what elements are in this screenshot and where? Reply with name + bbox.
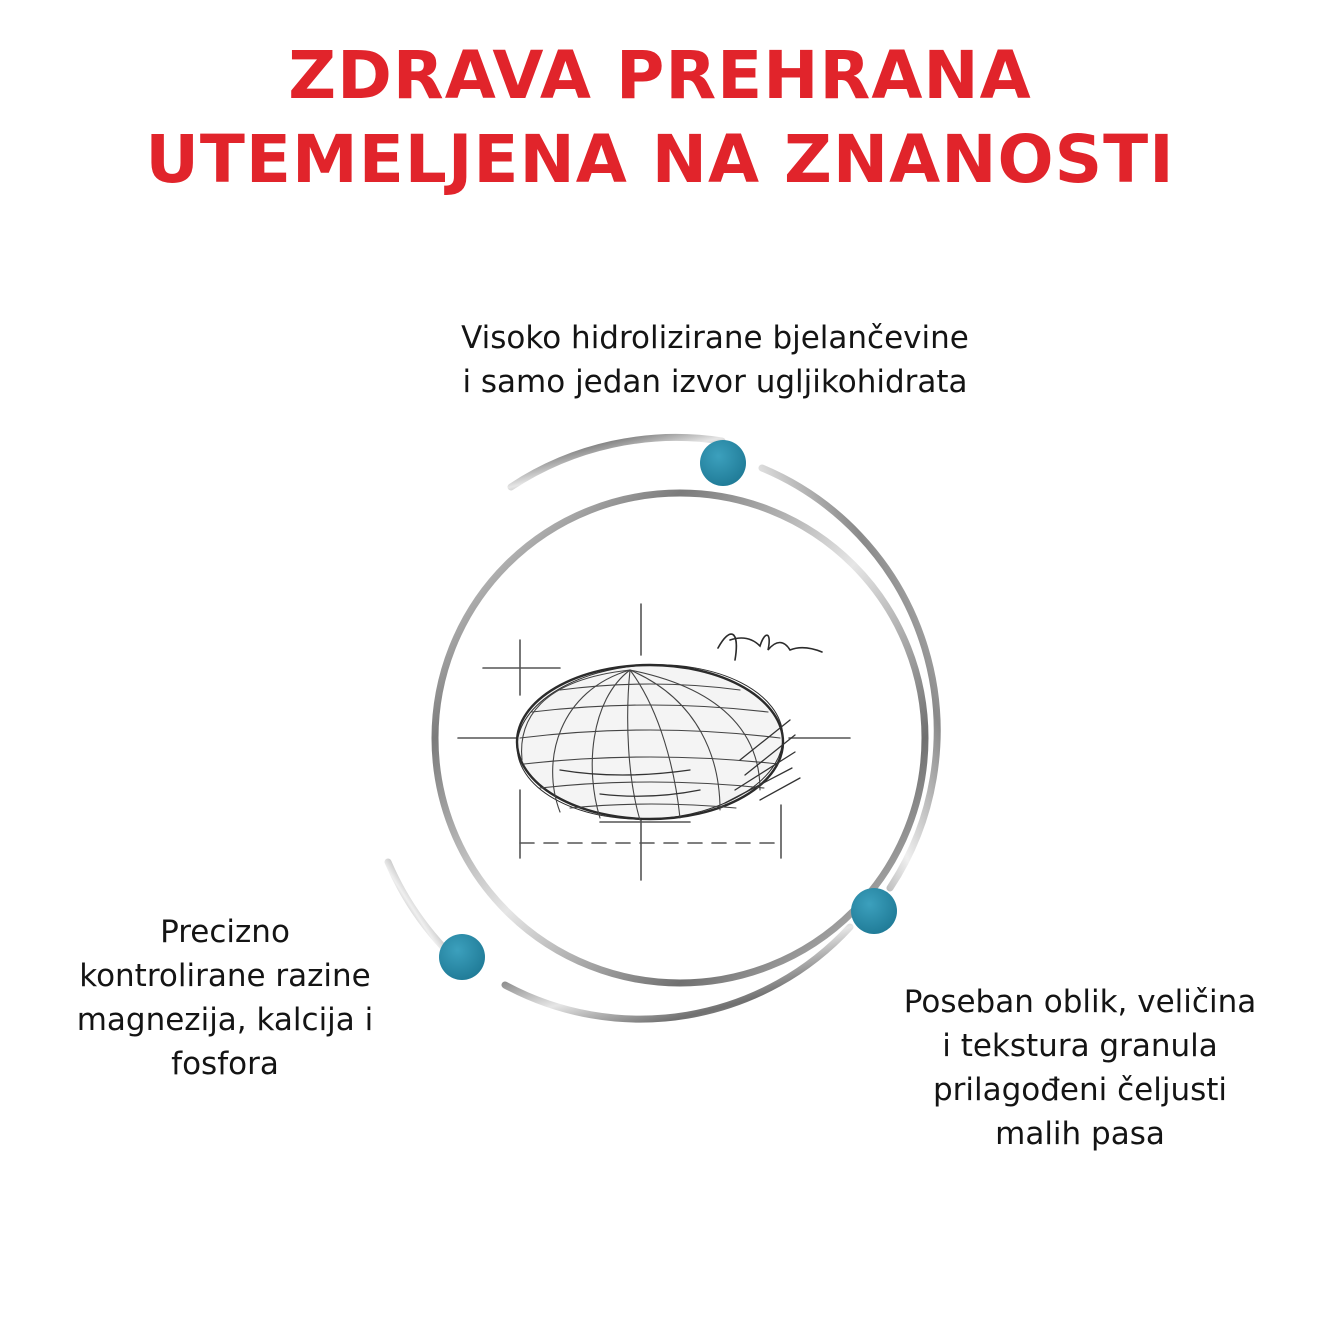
feature-minerals-line-1: Precizno [160,914,290,950]
feature-dot-icon-top [700,440,746,486]
feature-kibble-line-1: Poseban oblik, veličina [903,984,1257,1020]
kibble-sketch-icon [458,604,850,880]
feature-minerals-line-4: fosfora [171,1046,279,1082]
feature-minerals-line-2: kontrolirane razine [79,958,371,994]
feature-protein-line-2: i samo jedan izvor ugljikohidrata [462,364,968,400]
outer-arc-top [511,437,722,487]
feature-minerals-line-3: magnezija, kalcija i [76,1002,374,1038]
feature-kibble-line-4: malih pasa [995,1116,1165,1152]
title-line-2: UTEMELJENA NA ZNANOSTI [145,121,1175,198]
title-line-1: ZDRAVA PREHRANA [288,37,1032,114]
feature-kibble-line-3: prilagođeni čeljusti [932,1072,1228,1108]
outer-arc-bottom [505,927,850,1019]
feature-kibble-line-2: i tekstura granula [942,1028,1218,1064]
feature-dot-icon-right [851,888,897,934]
feature-dot-icon-left [439,934,485,980]
feature-protein-line-1: Visoko hidrolizirane bjelančevine [461,320,969,356]
outer-arc-left [388,862,444,948]
